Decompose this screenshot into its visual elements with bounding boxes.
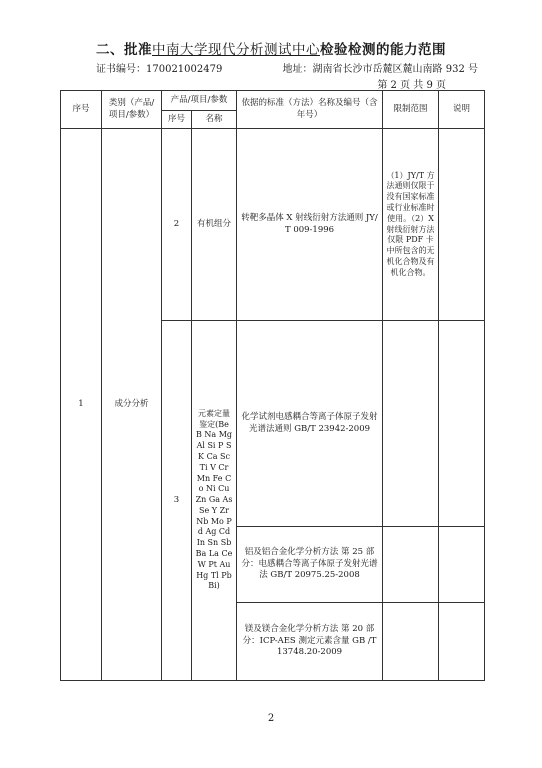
row-sub-no: 2 <box>162 129 192 321</box>
row-standard: 转靶多晶体 X 射线衍射方法通则 JY/T 009-1996 <box>237 129 383 321</box>
row-limit <box>383 527 439 603</box>
row-note <box>439 603 485 681</box>
row-note <box>439 129 485 321</box>
header-no: 序号 <box>61 91 102 129</box>
header-note: 说明 <box>439 91 485 129</box>
header-product-group: 产品/项目/参数 <box>162 91 237 111</box>
title-prefix: 二、批准 <box>96 42 152 58</box>
header-category: 类别（产品/项目/参数） <box>102 91 162 129</box>
document-meta <box>96 60 478 75</box>
header-standard: 依据的标准（方法）名称及编号（含年号） <box>237 91 383 129</box>
group-no: 1 <box>61 129 102 681</box>
page-title <box>0 38 542 58</box>
row-standard: 化学试剂电感耦合等离子体原子发射光谱法通则 GB/T 23942-2009 <box>237 321 383 527</box>
table-row <box>61 129 485 321</box>
row-name: 有机组分 <box>192 129 237 321</box>
group-category: 成分分析 <box>102 129 162 681</box>
row-note <box>439 527 485 603</box>
capability-table <box>60 90 485 681</box>
row-standard: 铝及铝合金化学分析方法 第 25 部分：电感耦合等离子体原子发射光谱法 GB/T 20975.25-2008 <box>237 527 383 603</box>
header-sub-no: 序号 <box>162 111 192 129</box>
row-limit <box>383 321 439 527</box>
address: 地址：湖南省长沙市岳麓区麓山南路 932 号 <box>282 64 478 75</box>
row-name: 元素定量鉴定(Be B Na Mg Al Si P S K Ca Sc Ti V Cr Mn Fe Co Ni Cu Zn Ga As Se Y Zr Nb Mo Pd Ag Cd In Sn Sb Ba La Ce W Pt Au Hg Tl Pb Bi) <box>192 321 237 681</box>
row-sub-no: 3 <box>162 321 192 681</box>
page-info: 第 2 页 共 9 页 <box>377 80 446 91</box>
title-suffix: 检验检测的能力范围 <box>320 42 446 58</box>
row-limit: （1）JY/T 方法通则仅限于没有国家标准或行业标准时使用。（2）X 射线衍射方法仅限 PDF 卡中所包含的无机化合物及有机化合物。 <box>383 129 439 321</box>
row-standard: 镁及镁合金化学分析方法 第 20 部分：ICP-AES 测定元素含量 GB /T13748.20-2009 <box>237 603 383 681</box>
header-limit: 限制范围 <box>383 91 439 129</box>
header-row <box>61 91 485 111</box>
certificate-number: 证书编号：170021002479 <box>96 64 223 75</box>
page-number: 2 <box>267 713 275 724</box>
row-limit <box>383 603 439 681</box>
title-org: 中南大学现代分析测试中心 <box>152 42 320 58</box>
header-sub-name: 名称 <box>192 111 237 129</box>
row-note <box>439 321 485 527</box>
